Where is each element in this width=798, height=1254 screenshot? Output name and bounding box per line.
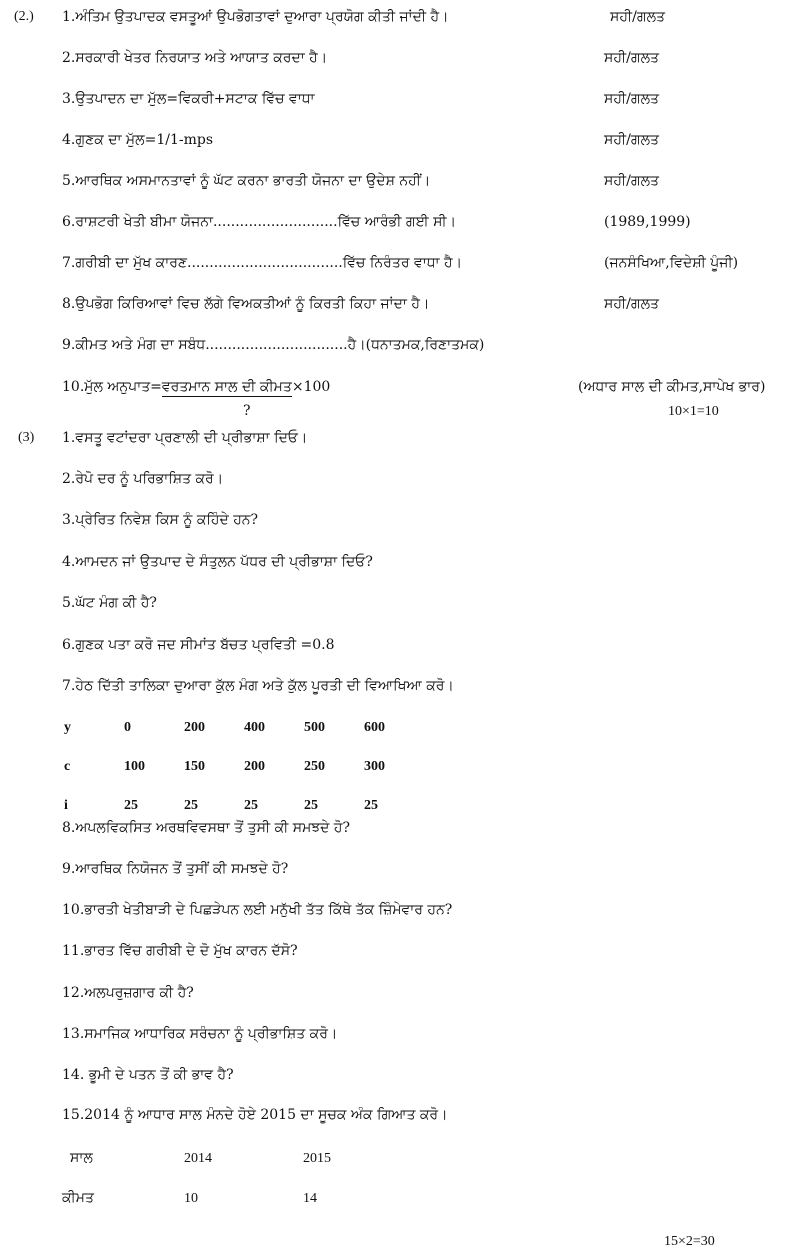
q7-cell: 400	[244, 720, 265, 735]
q7-row-label-c: c	[64, 759, 71, 774]
s2-question-9: 9.ਕੀਮਤ ਅਤੇ ਮੰਗ ਦਾ ਸਬੰਧ................................ਹੈ।(ਧਨਾਤਮਕ,ਰਿਣਾਤਮਕ)	[62, 337, 485, 353]
q15-cell: 14	[303, 1191, 317, 1206]
q7-cell: 100	[124, 759, 145, 774]
q15-cell: 2015	[303, 1151, 331, 1166]
s3-question-5: 5.ਘੱਟ ਮੰਗ ਕੀ ਹੈ?	[62, 595, 157, 611]
q7-cell: 250	[304, 759, 325, 774]
s2-option-7: (ਜਨਸੰਖਿਆ,ਵਿਦੇਸ਼ੀ ਪੂੰਜੀ)	[604, 255, 739, 271]
s2-question-4: 4.ਗੁਣਕ ਦਾ ਮੁੱਲ=1/1-mps	[62, 132, 214, 148]
q7-cell: 25	[304, 798, 318, 813]
s2-question-1: 1.ਅੰਤਿਮ ਉਤਪਾਦਕ ਵਸਤੂਆਂ ਉਪਭੋਗਤਾਵਾਂ ਦੁਆਰਾ ਪ੍ਰਯੋਗ ਕੀਤੀ ਜਾਂਦੀ ਹੈ।	[62, 9, 449, 25]
s3-question-6: 6.ਗੁਣਕ ਪਤਾ ਕਰੋ ਜਦ ਸੀਮਾਂਤ ਬੱਚਤ ਪ੍ਰਵਿਤੀ =0.8	[62, 637, 335, 653]
q7-cell: 300	[364, 759, 385, 774]
q7-cell: 25	[184, 798, 198, 813]
q10-prefix: 10.ਮੁੱਲ ਅਨੁਪਾਤ=	[62, 379, 162, 395]
s2-option-2: ਸਹੀ/ਗਲਤ	[604, 50, 660, 66]
s2-question-8: 8.ਉਪਭੋਗ ਕਿਰਿਆਵਾਂ ਵਿਚ ਲੱਗੇ ਵਿਅਕਤੀਆਂ ਨੂੰ ਕਿਰਤੀ ਕਿਹਾ ਜਾਂਦਾ ਹੈ।	[62, 296, 430, 312]
s2-option-3: ਸਹੀ/ਗਲਤ	[604, 91, 660, 107]
q15-row-label-price: ਕੀਮਤ	[62, 1191, 94, 1206]
s3-question-3: 3.ਪ੍ਰੇਰਿਤ ਨਿਵੇਸ਼ ਕਿਸ ਨੂੰ ਕਹਿੰਦੇ ਹਨ?	[62, 512, 259, 528]
q15-row-label-year: ਸਾਲ	[70, 1151, 93, 1166]
s3-question-1: 1.ਵਸਤੂ ਵਟਾਂਦਰਾ ਪ੍ਰਣਾਲੀ ਦੀ ਪ੍ਰੀਭਾਸ਼ਾ ਦਿਓ।	[62, 430, 308, 446]
q7-row-label-i: i	[64, 798, 68, 813]
q7-cell: 0	[124, 720, 131, 735]
q7-cell: 150	[184, 759, 205, 774]
s2-question-5: 5.ਆਰਥਿਕ ਅਸਮਾਨਤਾਵਾਂ ਨੂੰ ਘੱਟ ਕਰਨਾ ਭਾਰਤੀ ਯੋਜਨਾ ਦਾ ਉਦੇਸ਼ ਨਹੀਂ।	[62, 173, 431, 189]
s2-question-2: 2.ਸਰਕਾਰੀ ਖੇਤਰ ਨਿਰਯਾਤ ਅਤੇ ਆਯਾਤ ਕਰਦਾ ਹੈ।	[62, 50, 328, 66]
q7-cell: 200	[184, 720, 205, 735]
s2-option-1: ਸਹੀ/ਗਲਤ	[610, 9, 666, 25]
s2-question-10	[62, 378, 330, 396]
s2-question-6: 6.ਰਾਸ਼ਟਰੀ ਖੇਤੀ ਬੀਮਾ ਯੋਜਨਾ............................ਵਿੱਚ ਆਰੰਭੀ ਗਈ ਸੀ।	[62, 214, 457, 230]
s2-option-5: ਸਹੀ/ਗਲਤ	[604, 173, 660, 189]
q7-row-label-y: y	[64, 720, 71, 735]
s2-option-4: ਸਹੀ/ਗਲਤ	[604, 132, 660, 148]
q10-denominator: ?	[243, 403, 251, 419]
s3-question-4: 4.ਆਮਦਨ ਜਾਂ ਉਤਪਾਦ ਦੇ ਸੰਤੁਲਨ ਪੱਧਰ ਦੀ ਪ੍ਰੀਭਾਸ਼ਾ ਦਿਓ?	[62, 554, 373, 570]
s3-question-8: 8.ਅਪਲਵਿਕਸਿਤ ਅਰਥਵਿਵਸਥਾ ਤੋਂ ਤੁਸੀ ਕੀ ਸਮਝਦੇ ਹੋ?	[62, 820, 350, 836]
q7-cell: 25	[364, 798, 378, 813]
q7-cell: 500	[304, 720, 325, 735]
q7-cell: 200	[244, 759, 265, 774]
q7-cell: 600	[364, 720, 385, 735]
q7-cell: 25	[244, 798, 258, 813]
section-3-number: (3)	[18, 430, 35, 445]
q7-cell: 25	[124, 798, 138, 813]
s2-question-7: 7.ਗਰੀਬੀ ਦਾ ਮੁੱਖ ਕਾਰਣ...................................ਵਿੱਚ ਨਿਰੰਤਰ ਵਾਧਾ ਹੈ।	[62, 255, 463, 271]
s2-option-6: (1989,1999)	[604, 214, 691, 230]
s3-question-13: 13.ਸਮਾਜਿਕ ਆਧਾਰਿਕ ਸਰੰਚਨਾ ਨੂੰ ਪ੍ਰੀਭਾਸ਼ਿਤ ਕਰੋ।	[62, 1026, 338, 1042]
s3-question-15: 15.2014 ਨੂੰ ਆਧਾਰ ਸਾਲ ਮੰਨਦੇ ਹੋਏ 2015 ਦਾ ਸੂਚਕ ਅੰਕ ਗਿਆਤ ਕਰੋ।	[62, 1107, 448, 1123]
s3-question-12: 12.ਅਲਪਰੁਜ਼ਗਾਰ ਕੀ ਹੈ?	[62, 985, 194, 1001]
q10-suffix: ×100	[291, 379, 331, 395]
q10-numerator: ਵਰਤਮਾਨ ਸਾਲ ਦੀ ਕੀਮਤ	[161, 379, 292, 395]
s3-question-9: 9.ਆਰਥਿਕ ਨਿਯੋਜਨ ਤੋਂ ਤੁਸੀਂ ਕੀ ਸਮਝਦੇ ਹੋ?	[62, 861, 289, 877]
s3-question-10: 10.ਭਾਰਤੀ ਖੇਤੀਬਾੜੀ ਦੇ ਪਿਛੜੇਪਨ ਲਈ ਮਨੁੱਖੀ ਤੱਤ ਕਿੱਥੇ ਤੱਕ ਜ਼ਿੰਮੇਵਾਰ ਹਨ?	[62, 902, 453, 918]
q15-cell: 10	[184, 1191, 198, 1206]
s3-question-2: 2.ਰੇਪੋ ਦਰ ਨੂੰ ਪਰਿਭਾਸ਼ਿਤ ਕਰੋ।	[62, 471, 224, 487]
s3-question-14: 14. ਭੂਮੀ ਦੇ ਪਤਨ ਤੋਂ ਕੀ ਭਾਵ ਹੈ?	[62, 1067, 234, 1083]
s3-question-7: 7.ਹੇਠ ਦਿੱਤੀ ਤਾਲਿਕਾ ਦੁਆਰਾ ਕੁੱਲ ਮੰਗ ਅਤੇ ਕੁੱਲ ਪੂਰਤੀ ਦੀ ਵਿਆਖਿਆ ਕਰੋ।	[62, 678, 454, 694]
s2-option-10: (ਅਧਾਰ ਸਾਲ ਦੀ ਕੀਮਤ,ਸਾਪੇਖ ਭਾਰ)	[578, 379, 766, 395]
s2-option-8: ਸਹੀ/ਗਲਤ	[604, 296, 660, 312]
section-2-marks: 10×1=10	[668, 404, 719, 419]
section-2-number: (2.)	[14, 9, 34, 24]
section-3-marks: 15×2=30	[664, 1234, 715, 1249]
q15-cell: 2014	[184, 1151, 212, 1166]
s3-question-11: 11.ਭਾਰਤ ਵਿੱਚ ਗਰੀਬੀ ਦੇ ਦੋ ਮੁੱਖ ਕਾਰਨ ਦੱਸੋ?	[62, 943, 298, 959]
s2-question-3: 3.ਉਤਪਾਦਨ ਦਾ ਮੁੱਲ=ਵਿਕਰੀ+ਸਟਾਕ ਵਿੱਚ ਵਾਧਾ	[62, 91, 315, 107]
